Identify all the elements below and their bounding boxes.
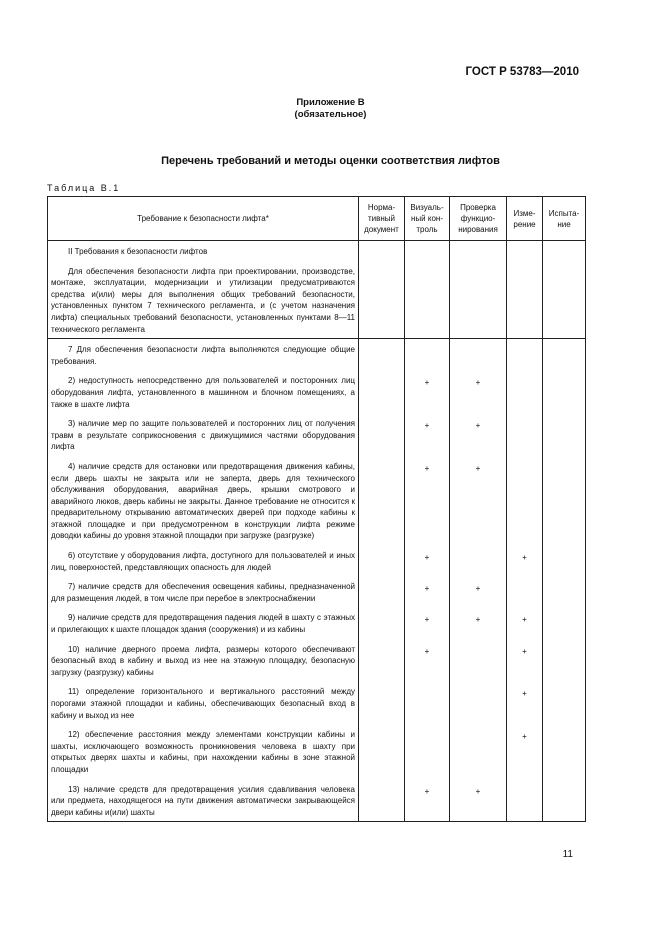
normative-doc-cell <box>359 339 405 371</box>
table-row <box>48 779 586 822</box>
requirement-cell <box>48 607 359 638</box>
normative-doc-cell <box>359 370 405 413</box>
requirement-text: 4) наличие средств для остановки или предотвращения движения кабины, если дверь шахты не закрыта или не заперта, дверь для технического обслуживания оборудования, аварийная дверь, крышки смотрового и аварийного люков, дверь кабины не закрыты. Данное требование не относится к предварительному открыванию автоматических дверей при подходе кабины к этажной площадке и при предусмотренном в конструкции лифта режиме доводки кабины до уровня этажной площадки при загрузке (разгрузке) <box>51 461 355 541</box>
requirement-cell <box>48 724 359 778</box>
test-mark <box>543 607 586 638</box>
function-check-mark: + <box>450 370 507 413</box>
measurement-mark <box>507 261 543 339</box>
measurement-mark <box>507 779 543 822</box>
table-row <box>48 370 586 413</box>
table-body <box>48 241 586 822</box>
page-title: Перечень требований и методы оценки соответствия лифтов <box>161 155 500 167</box>
measurement-mark: + <box>507 681 543 724</box>
visual-control-mark: + <box>405 545 450 576</box>
test-mark <box>543 576 586 607</box>
test-mark <box>543 261 586 339</box>
function-check-mark: + <box>450 576 507 607</box>
test-mark <box>543 370 586 413</box>
requirement-text: 11) определение горизонтального и вертикального расстояний между порогами этажной площадки и кабины, обеспечивающих безопасный вход в кабину и выход из нее <box>51 687 355 720</box>
measurement-mark <box>507 456 543 545</box>
table-header-row <box>48 197 586 241</box>
function-check-mark: + <box>450 607 507 638</box>
function-check-mark <box>450 545 507 576</box>
test-mark <box>543 639 586 682</box>
requirement-text: 6) отсутствие у оборудования лифта, доступного для пользователей и иных лиц, поверхностей, представляющих опасность для людей <box>51 551 355 572</box>
test-mark <box>543 339 586 371</box>
function-check-mark: + <box>450 779 507 822</box>
normative-doc-cell <box>359 241 405 261</box>
function-check-mark <box>450 724 507 778</box>
test-mark <box>543 545 586 576</box>
table-row <box>48 607 586 638</box>
table-row <box>48 413 586 456</box>
normative-doc-cell <box>359 681 405 724</box>
test-mark <box>543 779 586 822</box>
test-mark <box>543 241 586 261</box>
function-check-mark: + <box>450 456 507 545</box>
page-number: 11 <box>562 849 573 860</box>
table-row <box>48 681 586 724</box>
visual-control-mark <box>405 241 450 261</box>
appendix-heading <box>0 97 661 121</box>
test-mark <box>543 724 586 778</box>
requirement-text: 3) наличие мер по защите пользователей и посторонних лиц от получения травм в результате соприкосновения с движущимися частями оборудования лифта <box>51 419 355 452</box>
measurement-mark: + <box>507 639 543 682</box>
requirement-text: 2) недоступность непосредственно для пользователей и посторонних лиц оборудования лифта, установленного в машинном и блочном помещениях, а также в шахте лифта <box>51 376 355 409</box>
visual-control-mark: + <box>405 779 450 822</box>
column-header-requirement: Требование к безопасности лифта* <box>48 197 359 241</box>
column-header-normative-doc: Норма-тивный документ <box>359 197 405 241</box>
column-header-function-check: Проверка функцио-нирования <box>450 197 507 241</box>
requirement-text: 12) обеспечение расстояния между элементами конструкции кабины и шахты, исключающего возможность проникновения человека в шахту при открытых дверях шахты и кабины, при нахождении кабины в зоне этажной площадки <box>51 730 355 774</box>
normative-doc-cell <box>359 779 405 822</box>
table-row <box>48 545 586 576</box>
table-row <box>48 339 586 371</box>
visual-control-mark <box>405 339 450 371</box>
visual-control-mark <box>405 261 450 339</box>
test-mark <box>543 681 586 724</box>
requirement-cell <box>48 779 359 822</box>
visual-control-mark <box>405 681 450 724</box>
requirement-cell <box>48 545 359 576</box>
requirement-cell <box>48 261 359 339</box>
visual-control-mark: + <box>405 576 450 607</box>
requirement-cell <box>48 456 359 545</box>
function-check-mark <box>450 681 507 724</box>
requirement-cell <box>48 241 359 261</box>
function-check-mark <box>450 639 507 682</box>
visual-control-mark: + <box>405 607 450 638</box>
measurement-mark <box>507 370 543 413</box>
measurement-mark: + <box>507 724 543 778</box>
measurement-mark: + <box>507 545 543 576</box>
requirement-cell <box>48 576 359 607</box>
normative-doc-cell <box>359 413 405 456</box>
normative-doc-cell <box>359 639 405 682</box>
visual-control-mark: + <box>405 456 450 545</box>
requirement-cell <box>48 681 359 724</box>
normative-doc-cell <box>359 456 405 545</box>
requirement-text: 13) наличие средств для предотвращения усилия сдавливания человека или предмета, находящегося на пути движения автоматически закрывающейся двери кабины и(или) шахты <box>51 784 355 817</box>
table-row <box>48 241 586 261</box>
column-header-test: Испыта-ние <box>543 197 586 241</box>
requirement-text: Для обеспечения безопасности лифта при проектировании, производстве, монтаже, эксплуатации, модернизации и утилизации предусматриваются средства и(или) меры для выполнения общих требований безопасности, установленных пунктом 7 технического регламента, и (с учетом назначения лифта) специальных требований безопасности, установленных пунктами 8—11 технического регламента <box>51 266 355 334</box>
visual-control-mark: + <box>405 370 450 413</box>
requirement-text: II Требования к безопасности лифтов <box>68 247 208 256</box>
test-mark <box>543 413 586 456</box>
table-row <box>48 261 586 339</box>
normative-doc-cell <box>359 545 405 576</box>
visual-control-mark <box>405 724 450 778</box>
function-check-mark <box>450 241 507 261</box>
document-id: ГОСТ Р 53783—2010 <box>465 66 579 78</box>
requirement-text: 10) наличие дверного проема лифта, размеры которого обеспечивают безопасный вход в кабину и выход из нее на этажную площадку, безопасную загрузку (разгрузку) кабины <box>51 644 355 677</box>
appendix-title: Приложение В <box>296 97 365 108</box>
measurement-mark: + <box>507 607 543 638</box>
visual-control-mark: + <box>405 639 450 682</box>
measurement-mark <box>507 339 543 371</box>
table-row <box>48 724 586 778</box>
requirement-cell <box>48 639 359 682</box>
requirement-cell <box>48 339 359 371</box>
table-row <box>48 576 586 607</box>
table-row <box>48 639 586 682</box>
normative-doc-cell <box>359 576 405 607</box>
measurement-mark <box>507 413 543 456</box>
table-row <box>48 456 586 545</box>
normative-doc-cell <box>359 261 405 339</box>
measurement-mark <box>507 241 543 261</box>
test-mark <box>543 456 586 545</box>
appendix-subtitle: (обязательное) <box>294 109 367 120</box>
column-header-visual-control: Визуаль-ный кон-троль <box>405 197 450 241</box>
requirement-cell <box>48 413 359 456</box>
requirement-text: 7 Для обеспечения безопасности лифта выполняются следующие общие требования. <box>51 345 355 366</box>
requirement-cell <box>48 370 359 413</box>
requirement-text: 9) наличие средств для предотвращения падения людей в шахту с этажных и прилегающих к шахте площадок здания (сооружения) и из кабины <box>51 613 355 635</box>
table-label: Таблица В.1 <box>47 183 121 193</box>
function-check-mark <box>450 339 507 371</box>
normative-doc-cell <box>359 724 405 778</box>
column-header-measurement: Изме-рение <box>507 197 543 241</box>
visual-control-mark: + <box>405 413 450 456</box>
function-check-mark: + <box>450 413 507 456</box>
function-check-mark <box>450 261 507 339</box>
requirements-table <box>47 196 586 822</box>
measurement-mark <box>507 576 543 607</box>
requirement-text: 7) наличие средств для обеспечения освещения кабины, предназначенной для размещения людей, в том числе при перебое в электроснабжении <box>51 582 355 603</box>
normative-doc-cell <box>359 607 405 638</box>
